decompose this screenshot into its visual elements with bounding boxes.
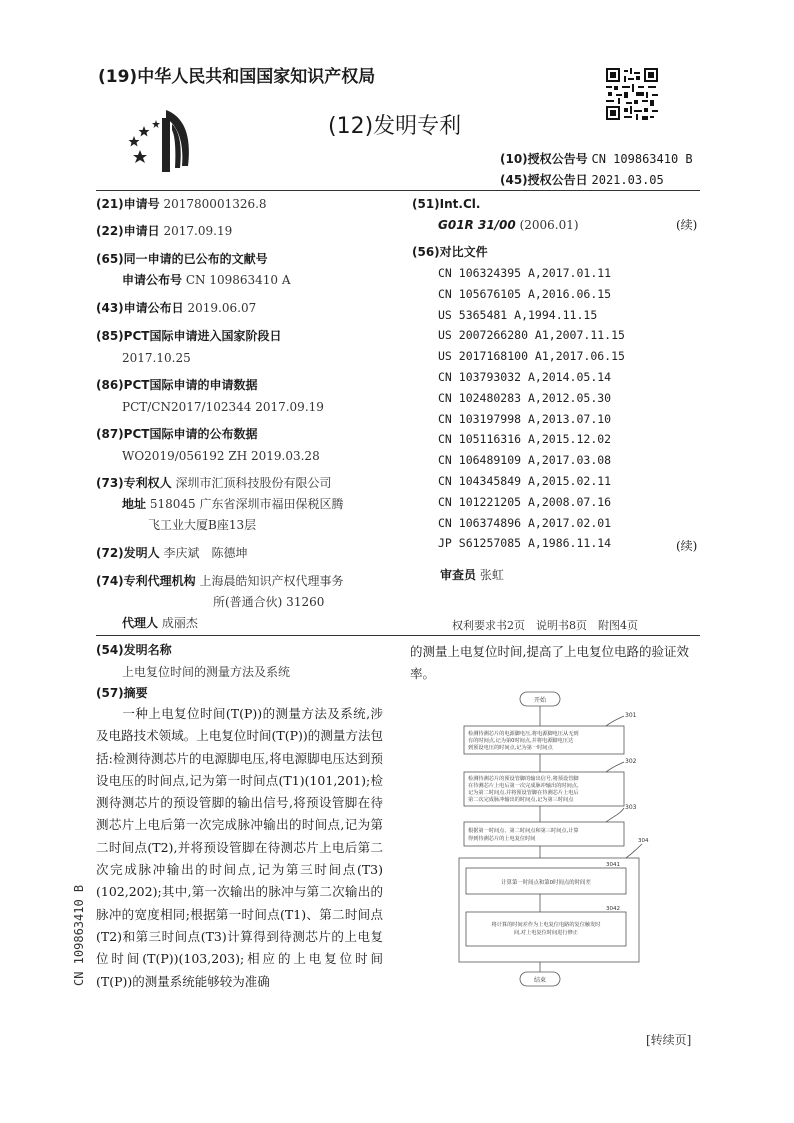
pct-application-data: PCT/CN2017/102344 2017.09.19 bbox=[122, 400, 324, 414]
application-date-label: (22)申请日 bbox=[96, 224, 160, 238]
reference-item: CN 102480283 A,2012.05.30 bbox=[438, 390, 612, 405]
reference-item: US 2017168100 A1,2017.06.15 bbox=[438, 349, 625, 364]
pct-publication-label: (87)PCT国际申请的公布数据 bbox=[96, 427, 258, 441]
reference-item: CN 103793032 A,2014.05.14 bbox=[438, 369, 612, 384]
side-publication-number: CN 109863410 B bbox=[72, 884, 86, 986]
intcl-value: G01R 31/00 bbox=[438, 218, 516, 232]
pct-application-label: (86)PCT国际申请的申请数据 bbox=[96, 378, 258, 392]
reference-item: CN 105676105 A,2016.06.15 bbox=[438, 286, 612, 301]
grant-date: 2021.03.05 bbox=[591, 173, 664, 187]
abstract-text bbox=[96, 703, 383, 993]
flowchart-301-line: 有的时间点,记为第0时间点,并将电源脚电压达 bbox=[468, 738, 574, 744]
reference-item: JP S61257085 A,1986.11.14 bbox=[438, 536, 612, 551]
application-number: 201780001326.8 bbox=[163, 197, 267, 211]
flowchart-302-number: 302 bbox=[625, 758, 637, 765]
reference-item: CN 103197998 A,2013.07.10 bbox=[438, 411, 612, 426]
agent-field bbox=[122, 614, 198, 632]
publication-date-label: (43)申请公布日 bbox=[96, 301, 184, 315]
address-field bbox=[122, 495, 343, 534]
examiner-label: 审查员 bbox=[440, 568, 477, 582]
flowchart-step-303 bbox=[464, 822, 624, 846]
abstract-label bbox=[96, 684, 148, 702]
reference-item: CN 104345849 A,2015.02.11 bbox=[438, 473, 612, 488]
intcl-label-text: (51)Int.Cl. bbox=[412, 197, 481, 211]
flowchart-301-line: 检测待测芯片的电源脚电压,将电源脚电压从无到 bbox=[468, 731, 579, 737]
invention-title-label: (54)发明名称 bbox=[96, 643, 172, 657]
grant-date-row bbox=[500, 171, 664, 188]
grant-date-label: (45)授权公告日 bbox=[500, 173, 588, 187]
prior-publication-sub-label: 申请公布号 bbox=[122, 273, 183, 287]
address-label: 地址 bbox=[122, 497, 147, 511]
invention-title: 上电复位时间的测量方法及系统 bbox=[122, 665, 291, 679]
reference-list bbox=[438, 263, 625, 554]
examiner-field bbox=[440, 566, 504, 584]
pct-entry-field bbox=[96, 327, 281, 367]
header-divider bbox=[96, 190, 700, 191]
agency-label: (74)专利代理机构 bbox=[96, 574, 196, 588]
page-count-info: 权利要求书2页 说明书8页 附图4页 bbox=[452, 619, 638, 632]
flowchart-step-3042 bbox=[466, 912, 626, 946]
flowchart-302-line: 在待测芯片上电后第一次完成脉冲输出的时间点, bbox=[468, 783, 579, 789]
application-date-field bbox=[96, 222, 232, 240]
flowchart-end-label: 结束 bbox=[533, 977, 547, 984]
application-date: 2017.09.19 bbox=[163, 224, 233, 238]
pct-publication-field bbox=[96, 425, 320, 465]
inventors: 李庆斌 陈德坤 bbox=[163, 546, 248, 560]
reference-item: US 5365481 A,1994.11.15 bbox=[438, 307, 598, 322]
pct-publication-data: WO2019/056192 ZH 2019.03.28 bbox=[122, 449, 320, 463]
publication-date-field bbox=[96, 299, 256, 317]
address-line-1: 518045 广东省深圳市福田保税区腾 bbox=[149, 497, 344, 511]
flowchart-303-line: 根据第一时间点、第二时间点和第三时间点,计算 bbox=[468, 828, 579, 834]
continued-page-note: [转续页] bbox=[646, 1033, 692, 1047]
abstract-body: 一种上电复位时间(T(P))的测量方法及系统,涉及电路技术领域。上电复位时间(T(P))的测量方法包括:检测待测芯片的电源脚电压,将电源脚电压达到预设电压的时间点,记为第一时间点(T1)(101,201);检测待测芯片的预设管脚的输出信号,将预设管脚在待测芯片上电后第一次完成脉冲输出的时间点,记为第二时间点(T2),并将预设管脚在待测芯片上电后第二次完成脉冲输出的时间点,记为第三时间点(T3)(102,202);其中,第一次输出的脉冲与第二次输出的脉冲的宽度相同;根据第一时间点(T1)、第二时间点(T2)和第三时间点(T3)计算得到待测芯片的上电复位时间(T(P))(103,203);相应的上电复位时间(T(P))的测量系统能够较为准确 bbox=[96, 706, 383, 989]
patentee-field bbox=[96, 474, 332, 492]
flowchart-3041-number: 3041 bbox=[606, 862, 620, 868]
references-continued: (续) bbox=[676, 539, 698, 553]
reference-item: CN 101221205 A,2008.07.16 bbox=[438, 494, 612, 509]
flowchart-3041-text: 计算第一时间点和第0时间点的时间差 bbox=[501, 880, 591, 886]
prior-publication-number: CN 109863410 A bbox=[185, 273, 291, 287]
pct-application-field bbox=[96, 376, 324, 416]
document-type: (12)发明专利 bbox=[328, 114, 462, 139]
grant-number-row bbox=[500, 150, 693, 167]
flowchart-302-line: 记为第二时间点,并将预设管脚在待测芯片上电后 bbox=[468, 790, 579, 796]
reference-item: CN 106324395 A,2017.01.11 bbox=[438, 266, 612, 280]
application-number-label: (21)申请号 bbox=[96, 197, 160, 211]
flowchart-3042-line: 将计算的时间差作为上电复位电路的复位触发时 bbox=[491, 922, 601, 928]
bibliography-divider bbox=[96, 635, 700, 636]
flowchart-303-number: 303 bbox=[625, 804, 637, 811]
abstract-label-text: (57)摘要 bbox=[96, 686, 148, 700]
intcl-value-row bbox=[438, 216, 579, 234]
references-label bbox=[412, 243, 488, 261]
patentee-label: (73)专利权人 bbox=[96, 476, 172, 490]
flowchart-303-line: 得到待测芯片的上电复位时间 bbox=[468, 836, 536, 842]
references-label-text: (56)对比文件 bbox=[412, 245, 488, 259]
pct-entry-label: (85)PCT国际申请进入国家阶段日 bbox=[96, 329, 282, 343]
reference-item: CN 105116316 A,2015.12.02 bbox=[438, 432, 612, 447]
flowchart-301-line: 到预设电压的时间点,记为第一时间点 bbox=[468, 745, 553, 751]
qr-code-icon bbox=[606, 68, 658, 120]
invention-title-field bbox=[96, 641, 290, 681]
publication-date: 2019.06.07 bbox=[187, 301, 257, 315]
abstract-text-continued: 的测量上电复位时间,提高了上电复位电路的验证效率。 bbox=[410, 644, 689, 682]
patentee: 深圳市汇顶科技股份有限公司 bbox=[175, 476, 332, 490]
agency-line-2: 所(普通合伙) 31260 bbox=[213, 595, 325, 609]
abstract-flowchart bbox=[456, 690, 649, 990]
flowchart-304-number: 304 bbox=[638, 838, 649, 844]
address-line-2: 飞工业大厦B座13层 bbox=[148, 518, 257, 532]
grant-number-label: (10)授权公告号 bbox=[500, 152, 588, 166]
flowchart-302-line: 检测待测芯片的预设管脚的输出信号,将预设管脚 bbox=[468, 776, 579, 782]
grant-number: CN 109863410 B bbox=[591, 152, 693, 166]
prior-publication-field bbox=[96, 250, 291, 289]
intcl-continued: (续) bbox=[676, 218, 698, 232]
intcl-version: (2006.01) bbox=[519, 218, 579, 232]
agency-field bbox=[96, 572, 344, 611]
agency-line-1: 上海晨皓知识产权代理事务 bbox=[199, 574, 344, 588]
flowchart-3042-number: 3042 bbox=[606, 906, 620, 912]
application-number-field bbox=[96, 195, 267, 213]
reference-item: CN 106374896 A,2017.02.01 bbox=[438, 515, 612, 530]
examiner: 张虹 bbox=[479, 568, 504, 582]
reference-item: US 2007266280 A1,2007.11.15 bbox=[438, 328, 625, 343]
office-name: (19)中华人民共和国国家知识产权局 bbox=[98, 67, 376, 87]
flowchart-301-number: 301 bbox=[625, 712, 637, 719]
pct-entry-date: 2017.10.25 bbox=[122, 351, 191, 365]
prior-publication-label: (65)同一申请的已公布的文献号 bbox=[96, 252, 268, 266]
inventor-label: (72)发明人 bbox=[96, 546, 160, 560]
flowchart-start-label: 开始 bbox=[533, 697, 547, 704]
inventor-field bbox=[96, 544, 248, 562]
cnipa-emblem-icon bbox=[126, 106, 206, 176]
reference-item: CN 106489109 A,2017.03.08 bbox=[438, 453, 612, 468]
agent: 成丽杰 bbox=[161, 616, 198, 630]
intcl-label bbox=[412, 195, 480, 213]
agent-label: 代理人 bbox=[122, 616, 159, 630]
flowchart-302-line: 第二次完成脉冲输出的时间点,记为第三时间点 bbox=[468, 797, 574, 803]
flowchart-3042-line: 间,对上电复位时间进行修正 bbox=[514, 930, 578, 936]
